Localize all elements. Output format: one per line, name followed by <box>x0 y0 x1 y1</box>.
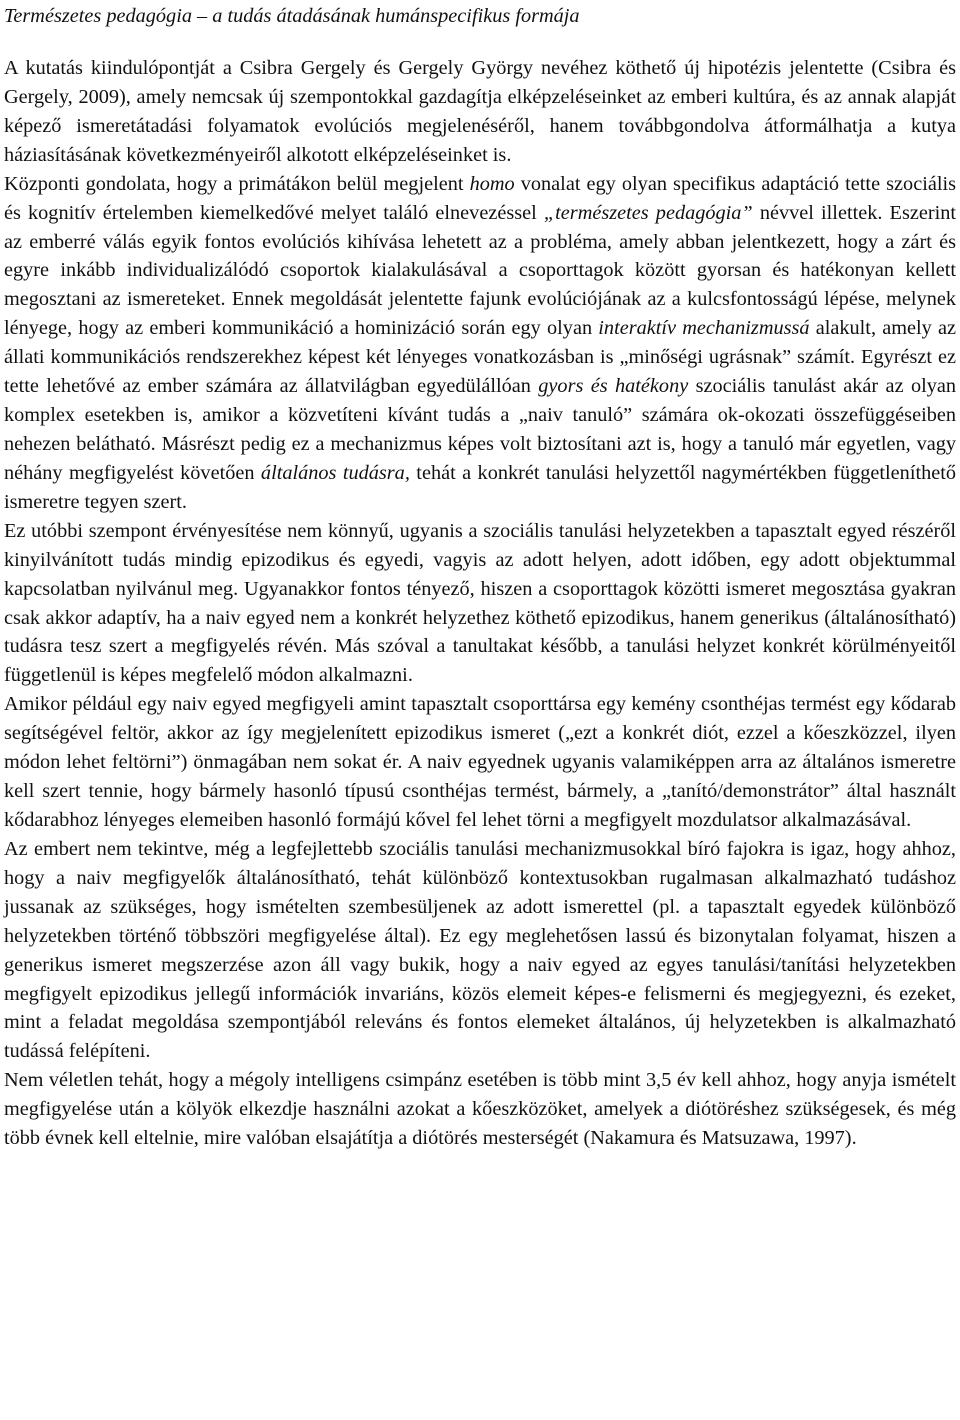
text-run: névvel illettek. Eszerint az emberré válás egyik fontos evolúciós kihívása lehetett az a probléma, amely abban jelentkezett, hogy a zárt és egyre inkább individualizálódó csoportok kialakulásával a csoporttagok között gyorsan és hatékonyan kellett megosztani az ismereteket. Ennek megoldását jelentette fajunk evolúciójának az a kulcsfontosságú lépése, melynek lényege, hogy az emberi kommunikáció a hominizáció során egy olyan <box>4 201 957 340</box>
text-run: alakult, amely az állati kommunikációs rendszerekhez képest két lényeges vonatkozásban is „minőségi ugrásnak” számít. Egyrészt ez tette lehetővé az ember számára az állatvilágban egyedülállóan <box>4 317 956 398</box>
paragraph-generic-knowledge <box>4 517 956 691</box>
text-run: A kutatás kiindulópontját a Csibra Gergely és Gergely György nevéhez köthető új hipotézis jelentette (Csibra és Gergely, 2009), amely nemcsak új szempontokkal gazdagítja elképzeléseinket az emberi kultúra, és az annak alapját képező ismeretátadási folyamatok evolúciós megjelenéséről, hanem továbbgondolva átformálhatja a kutya háziasításának következményeiről alkotott elképzeléseinket is. <box>4 57 956 166</box>
italic-run: homo <box>469 172 515 195</box>
text-run: vonalat egy olyan specifikus adaptáció tette szociális és kognitív értelemben kiemelkedővé melyet találó elnevezéssel <box>4 172 956 224</box>
paragraph-nut-cracking-example <box>4 690 956 835</box>
text-run: szociális tanulást akár az olyan komplex esetekben is, amikor a közvetíteni kívánt tudás a „naiv tanuló” számára ok-okozati összefüggéseiben nehezen belátható. Másrészt pedig ez a mechanizmus képes volt biztosítani azt is, hogy a tanuló már egyetlen, vagy néhány megfigyelést követően <box>4 375 957 484</box>
text-run: Nem véletlen tehát, hogy a mégoly intelligens csimpánz esetében is több mint 3,5 év kell ahhoz, hogy anyja ismételt megfigyelése után a kölyök elkezdje használni azokat a kőeszközöket, amelyek a diótöréshez szükségesek, és még több évnek kell eltelnie, mire valóban elsajátítja a diótörés mesterségét (Nakamura és Matsuzawa, 1997). <box>4 1069 956 1150</box>
text-run: Ez utóbbi szempont érvényesítése nem könnyű, ugyanis a szociális tanulási helyzetekben a tapasztalt egyed részéről kinyilvánított tudás mindig epizodikus és egyedi, vagyis az adott helyen, adott időben, egy adott objektummal kapcsolatban nyilvánul meg. Ugyanakkor fontos tényező, hiszen a csoporttagok közötti ismeret megosztása gyakran csak akkor adaptív, ha a naiv egyed nem a konkrét helyzethez köthető epizodikus, hanem generikus (általánosítható) tudásra tesz szert a megfigyelés révén. Más szóval a tanultakat később, a tanulási helyzet konkrét körülményeitől függetlenül is képes megfelelő módon alkalmazni. <box>4 519 956 687</box>
italic-run: általános tudásra, <box>260 461 410 484</box>
running-header-title: Természetes pedagógia – a tudás átadásának humánspecifikus formája <box>4 5 580 27</box>
paragraph-hypothesis <box>4 54 956 170</box>
text-run: Központi gondolata, hogy a primátákon belül megjelent <box>4 172 470 195</box>
text-run: Amikor például egy naiv egyed megfigyeli amint tapasztalt csoporttársa egy kemény csonthéjas termést egy kődarab segítségével feltör, akkor az így megjelenített epizodikus ismeret („ezt a konkrét diót, ezzel a kőeszközzel, ilyen módon lehet feltörni”) önmagában nem sokat ér. A naiv egyednek ugyanis valamiképpen arra az általános ismeretre kell szert tennie, hogy bármely hasonló típusú csonthéjas termést, bármely, a „tanító/demonstrátor” által használt kődarabhoz lényeges elemeiben hasonló formájú kővel fel lehet törni a megfigyelt mozdulatsor alkalmazásával. <box>4 693 956 831</box>
text-run: Az embert nem tekintve, még a legfejlettebb szociális tanulási mechanizmusokkal bíró fajokra is igaz, hogy ahhoz, hogy a naiv megfigyelők általánosítható, tehát különböző kontextusokban rugalmasan alkalmazható tudáshoz jussanak az szükséges, hogy ismételten szembesüljenek az adott ismerettel (pl. a tapasztalt egyedek különböző helyzetekben történő többszöri megfigyelése által). Ez egy meglehetősen lassú és bizonytalan folyamat, hiszen a generikus ismeret megszerzése azon áll vagy bukik, hogy a naiv egyed az egyes tanulási/tanítási helyzetekben megfigyelt epizodikus jellegű információk invariáns, közös elemeit képes-e felismerni és megjegyezni, és ezeket, mint a feladat megoldása szempontjából releváns és fontos elemeket általános, új helyzetekben is alkalmazható tudássá felépíteni. <box>4 837 956 1063</box>
document-page <box>4 0 956 1153</box>
italic-run: „természetes pedagógia” <box>543 201 753 224</box>
paragraph-chimpanzee <box>4 1066 956 1153</box>
italic-run: gyors és hatékony <box>538 375 689 398</box>
paragraph-social-learning-species <box>4 835 956 1066</box>
italic-run: interaktív mechanizmussá <box>598 317 810 340</box>
paragraph-natural-pedagogy <box>4 170 956 517</box>
text-run: tehát a konkrét tanulási helyzettől nagymértékben függetleníthető ismeretre tegyen szert. <box>4 461 957 513</box>
